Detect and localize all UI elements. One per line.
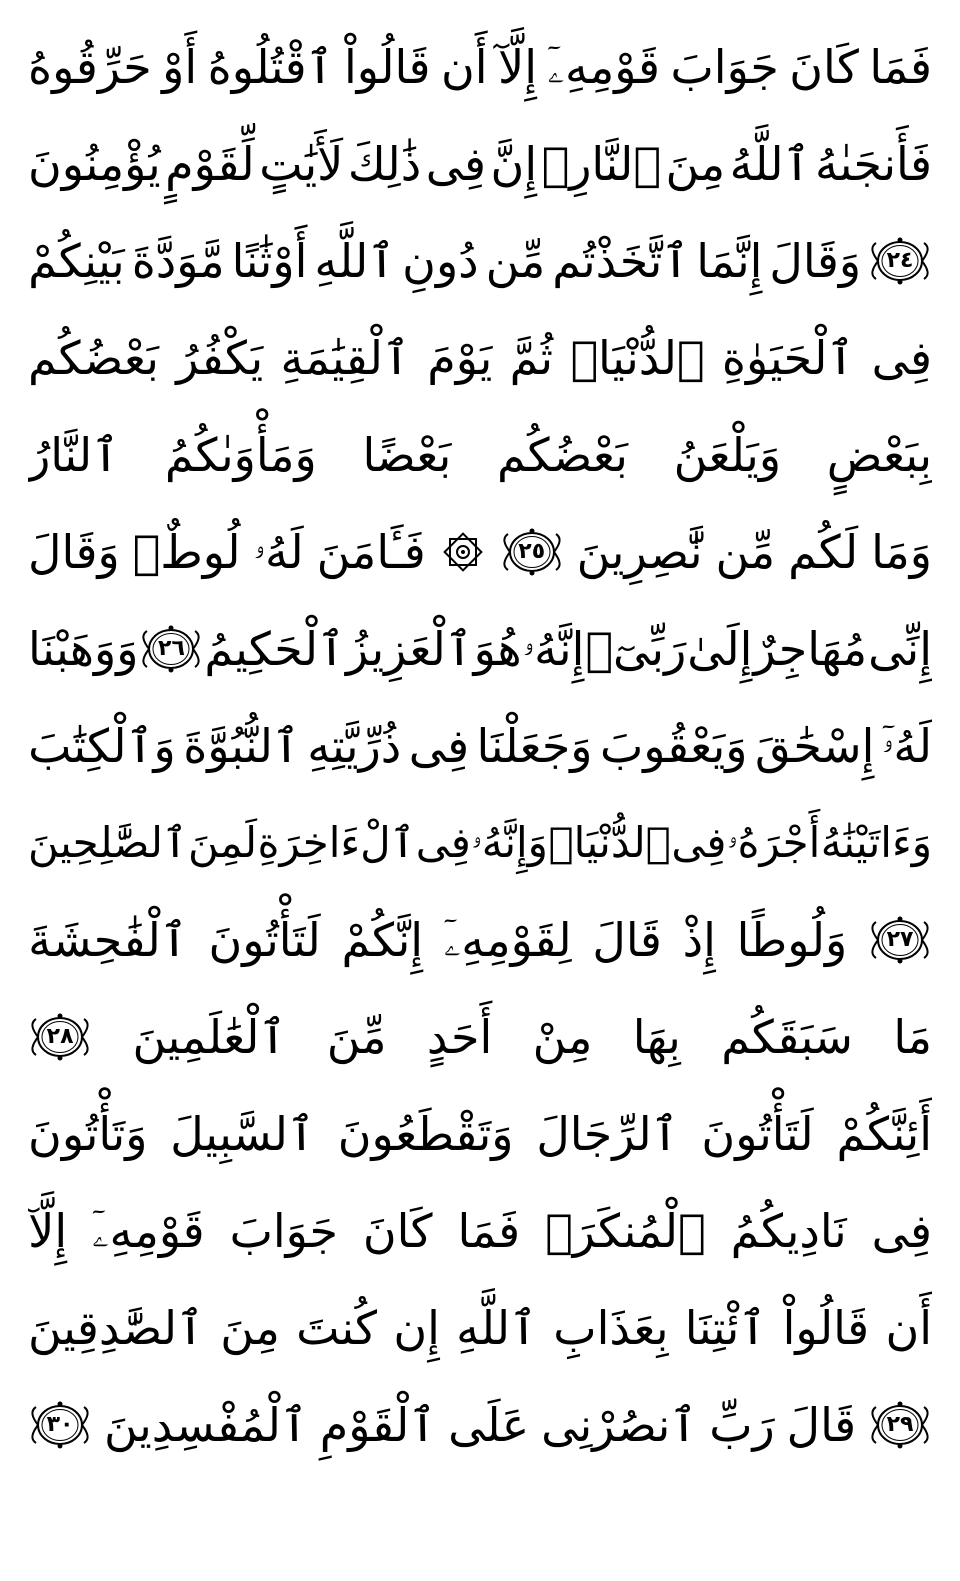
ayah-number-marker — [868, 1399, 932, 1451]
verse-word: رَبِّ — [709, 1397, 775, 1452]
verse-word: فِى — [871, 1203, 932, 1258]
verse-word: وَقَالَ — [28, 524, 120, 579]
verse-word: إِلَّآ — [498, 39, 538, 94]
verse-word: لَهُۥ — [253, 524, 304, 579]
verse-word: ٱلدُّنْيَاۖ — [570, 330, 705, 385]
verse-word: ٱلنُّبُوَّةَ — [183, 718, 300, 773]
verse-word: كُنتَ — [296, 1300, 378, 1355]
verse-word: وَإِنَّهُۥ — [471, 817, 548, 867]
rub-el-hizb-icon — [439, 528, 487, 576]
text-line — [28, 503, 932, 600]
verse-word: نَادِيكُمُ — [730, 1203, 847, 1258]
verse-word: ٱنصُرْنِى — [541, 1397, 698, 1452]
verse-word: إِنَّمَا — [696, 233, 763, 288]
ayah-number: ٣٠ — [46, 1411, 74, 1437]
verse-word: قَالُواْ — [343, 39, 431, 94]
text-lines — [28, 18, 932, 1473]
text-line — [28, 1085, 932, 1182]
verse-word: مِنَ — [220, 1300, 280, 1355]
verse-word: فَـَٔامَنَ — [316, 524, 426, 579]
text-line — [28, 1182, 932, 1279]
verse-word: لِّقَوْمٍ — [165, 136, 255, 191]
verse-word: قَالَ — [592, 912, 662, 967]
verse-word: أَئِنَّكُمْ — [836, 1106, 932, 1161]
verse-word: لَهُۥٓ — [881, 718, 932, 773]
verse-word: ٱلْءَاخِرَةِ — [257, 817, 416, 867]
verse-word: حَرِّقُوهُ — [28, 39, 152, 94]
verse-word: وَيَلْعَنُ — [673, 427, 782, 482]
ayah-number: ٢٦ — [158, 635, 185, 661]
ayah-number-marker — [139, 623, 203, 675]
verse-word: ٱلسَّبِيلَ — [170, 1106, 315, 1161]
verse-word: وَءَاتَيْنَٰهُ — [820, 817, 932, 867]
verse-word: ٱلْعَزِيزُ — [345, 621, 473, 676]
verse-word: إِسْحَٰقَ — [754, 718, 875, 773]
verse-word: ٱلْمُفْسِدِينَ — [103, 1397, 308, 1452]
verse-word: ٱلْمُنكَرَۖ — [545, 1203, 706, 1258]
verse-word: لَتَأْتُونَ — [208, 912, 321, 967]
verse-word: مِنْ — [532, 1009, 593, 1064]
verse-word: لِقَوْمِهِۦٓ — [443, 912, 572, 967]
verse-word: رَبِّىٓۖ — [585, 621, 687, 676]
verse-word: ٱلرِّجَالَ — [536, 1106, 679, 1161]
verse-word: ٱلْفَٰحِشَةَ — [28, 912, 188, 967]
verse-word: وَوَهَبْنَا — [28, 621, 139, 676]
verse-word: إِنَّ — [490, 136, 538, 191]
text-line — [28, 115, 932, 212]
verse-word: مِنَ — [665, 136, 726, 191]
verse-word: ٱلْحَكِيمُ — [204, 621, 345, 676]
verse-word: ذُرِّيَّتِهِ — [307, 718, 402, 773]
verse-word: جَوَابَ — [670, 39, 779, 94]
text-line — [28, 1279, 932, 1376]
verse-word: بَعْضُكُم — [497, 427, 628, 482]
verse-word: يَكْفُرُ — [176, 330, 264, 385]
verse-word: هُوَ — [473, 621, 522, 676]
ayah-number: ٢٥ — [518, 538, 546, 564]
verse-word: أَن — [441, 39, 488, 94]
verse-word: ٱلْقَوْمِ — [319, 1397, 437, 1452]
verse-word: كَانَ — [789, 39, 859, 94]
verse-word: ذَٰلِكَ — [347, 136, 422, 191]
verse-word: ٱلصَّٰلِحِينَ — [28, 817, 188, 867]
verse-word: مِّنَ — [326, 1009, 387, 1064]
verse-word: ٱلْقِيَٰمَةِ — [280, 330, 410, 385]
verse-word: ٱللَّهِ — [456, 1300, 538, 1355]
verse-word: وَتَأْتُونَ — [28, 1106, 148, 1161]
verse-word: بِبَعْضٍ — [826, 427, 932, 482]
ayah-number-marker — [28, 1399, 92, 1451]
verse-word: لَأَيَٰتٍ — [259, 136, 344, 191]
verse-word: أَجْرَهُۥ — [726, 817, 821, 867]
verse-word: بَعْضًا — [362, 427, 452, 482]
verse-word: لَتَأْتُونَ — [701, 1106, 814, 1161]
verse-word: قَوْمِهِۦٓ — [92, 1203, 205, 1258]
text-line — [28, 18, 932, 115]
verse-word: وَجَعَلْنَا — [476, 718, 593, 773]
ayah-number-marker — [28, 1011, 92, 1063]
verse-word: ٱقْتُلُوهُ — [207, 39, 334, 94]
text-line — [28, 697, 932, 794]
text-line — [28, 988, 932, 1085]
verse-word: دُونِ — [402, 233, 479, 288]
verse-word: وَٱلْكِتَٰبَ — [28, 718, 176, 773]
text-line — [28, 309, 932, 406]
verse-word: ثُمَّ — [509, 330, 554, 385]
verse-word: فِى — [425, 136, 487, 191]
verse-word: بَيْنِكُمْ — [28, 233, 125, 288]
verse-word: مُهَاجِرٌ — [753, 621, 868, 676]
verse-word: أَن — [885, 1300, 932, 1355]
verse-word: إِنَّكُمْ — [341, 912, 424, 967]
ayah-number: ٢٧ — [886, 926, 914, 952]
verse-word: قَالَ — [786, 1397, 857, 1452]
verse-word: ٱئْتِنَا — [684, 1300, 767, 1355]
verse-word: إِنِّى — [868, 621, 932, 676]
verse-word: فَمَا — [457, 1203, 521, 1258]
verse-word: لَمِنَ — [188, 817, 258, 867]
verse-word: جَوَابَ — [229, 1203, 338, 1258]
ayah-number: ٢٩ — [886, 1411, 914, 1437]
text-line — [28, 891, 932, 988]
verse-word: ٱلدُّنْيَاۖ — [548, 817, 671, 867]
verse-word: قَوْمِهِۦٓ — [547, 39, 661, 94]
verse-word: فِى — [671, 817, 727, 867]
ayah-number: ٢٨ — [46, 1023, 74, 1049]
verse-word: وَتَقْطَعُونَ — [337, 1106, 514, 1161]
verse-word: فِى — [408, 718, 470, 773]
verse-word: أَحَدٍ — [426, 1009, 493, 1064]
verse-word: ٱلنَّارُ — [28, 427, 120, 482]
verse-word: بِعَذَابِ — [553, 1300, 669, 1355]
verse-word: أَوْثَٰنًا — [231, 233, 308, 288]
verse-word: فِى — [415, 817, 471, 867]
verse-word: إِذْ — [682, 912, 716, 967]
verse-word: وَمَا — [871, 524, 932, 579]
ayah-number-marker — [500, 526, 564, 578]
verse-word: ٱلصَّٰدِقِينَ — [28, 1300, 204, 1355]
text-line — [28, 406, 932, 503]
verse-word: بِهَا — [632, 1009, 681, 1064]
verse-word: فِى — [871, 330, 932, 385]
verse-word: ٱلْعَٰلَمِينَ — [132, 1009, 287, 1064]
ayah-number: ٢٤ — [886, 247, 914, 273]
verse-word: مَّوَدَّةَ — [131, 233, 225, 288]
text-line — [28, 212, 932, 309]
verse-word: إِلَّآ — [28, 1203, 68, 1258]
verse-word: ٱتَّخَذْتُم — [552, 233, 690, 288]
verse-word: يَوْمَ — [427, 330, 493, 385]
text-line — [28, 794, 932, 891]
verse-word: ٱللَّهُ — [729, 136, 811, 191]
verse-word: ٱللَّهِ — [314, 233, 396, 288]
verse-word: لَكُم — [788, 524, 859, 579]
ayah-number-marker — [868, 914, 932, 966]
verse-word: لُوطٌۘ — [132, 524, 241, 579]
verse-word: قَالُواْ — [782, 1300, 870, 1355]
verse-word: وَمَأْوَىٰكُمُ — [164, 427, 317, 482]
verse-word: وَقَالَ — [769, 233, 862, 288]
verse-word: فَمَا — [869, 39, 932, 94]
verse-word: كَانَ — [362, 1203, 433, 1258]
verse-word: إِن — [393, 1300, 440, 1355]
verse-word: عَلَى — [448, 1397, 530, 1452]
verse-word: مِّن — [715, 524, 776, 579]
verse-word: مَا — [893, 1009, 932, 1064]
verse-word: سَبَقَكُم — [721, 1009, 853, 1064]
verse-word: إِلَىٰ — [687, 621, 753, 676]
verse-word: يُؤْمِنُونَ — [28, 136, 161, 191]
text-line — [28, 600, 932, 697]
ayah-number-marker — [868, 235, 932, 287]
verse-word: فَأَنجَىٰهُ — [814, 136, 932, 191]
verse-word: إِنَّهُۥ — [522, 621, 585, 676]
verse-word: ٱلْحَيَوٰةِ — [721, 330, 855, 385]
verse-word: بَعْضُكُم — [28, 330, 159, 385]
verse-word: وَيَعْقُوبَ — [599, 718, 748, 773]
text-line — [28, 1376, 932, 1473]
verse-word: مِّن — [485, 233, 546, 288]
verse-word: نَّٰصِرِينَ — [576, 524, 703, 579]
verse-word: وَلُوطًا — [736, 912, 848, 967]
verse-word: ٱلنَّارِۚ — [541, 136, 661, 191]
verse-word: أَوْ — [162, 39, 198, 94]
